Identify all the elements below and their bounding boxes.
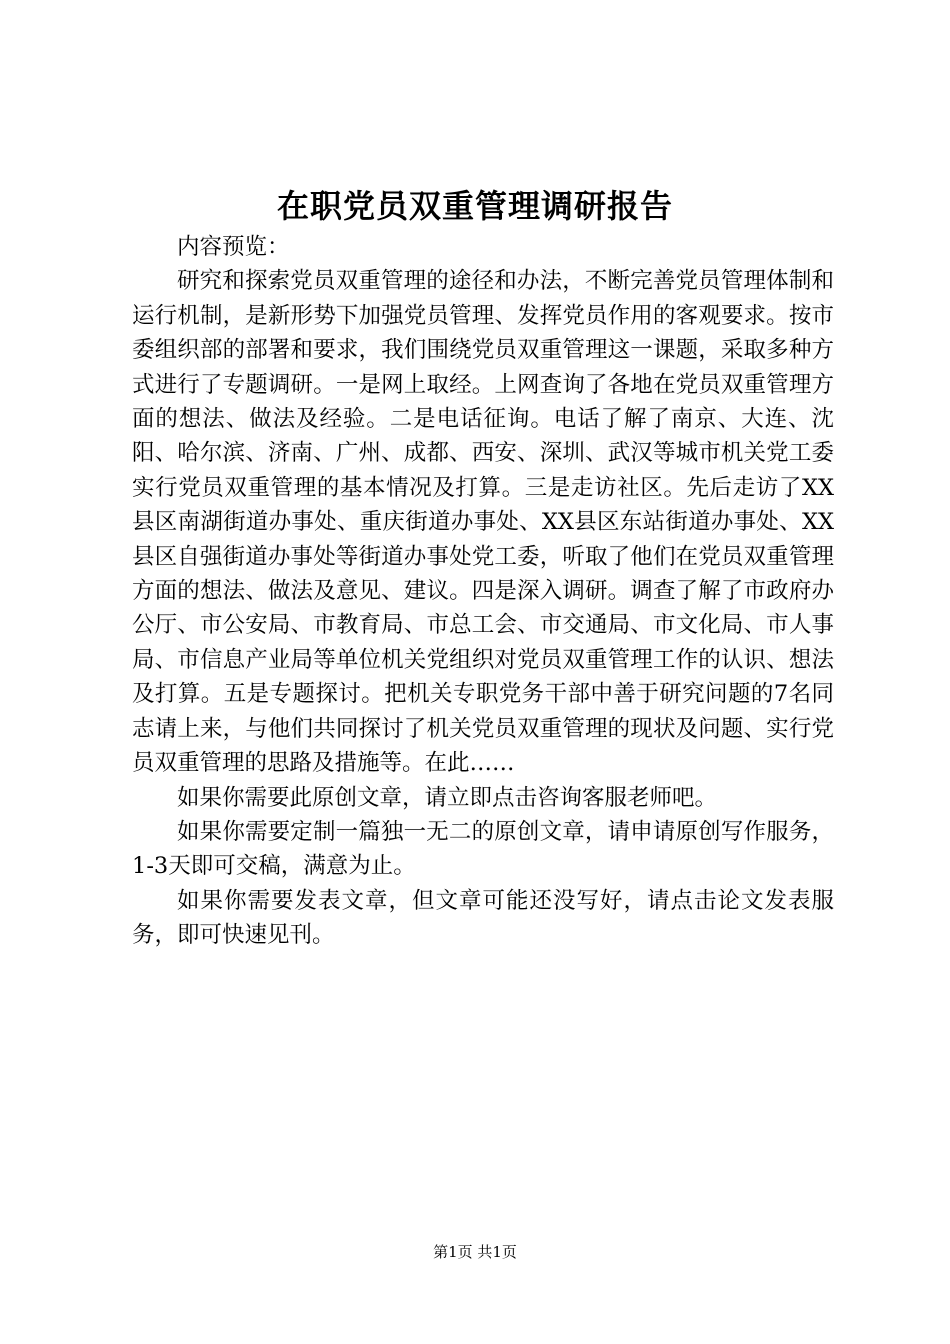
- document-title: 在职党员双重管理调研报告: [276, 187, 673, 225]
- body-paragraph-research: 研究和探索党员双重管理的途径和办法，不断完善党员管理体制和运行机制，是新形势下加强党员管理、发挥党员作用的客观要求。按市委组织部的部署和要求，我们围绕党员双重管理这一课题，采取多种方式进行了专题调研。一是网上取经。上网查询了各地在党员双重管理方面的想法、做法及经验。二是电话征询。电话了解了南京、大连、沈阳、哈尔滨、济南、广州、成都、西安、深圳、武汉等城市机关党工委实行党员双重管理的基本情况及打算。三是走访社区。先后走访了XX县区南湖街道办事处、重庆街道办事处、XX县区东站街道办事处、XX县区自强街道办事处等街道办事处党工委，听取了他们在党员双重管理方面的想法、做法及意见、建议。四是深入调研。调查了解了市政府办公厅、市公安局、市教育局、市总工会、市交通局、市文化局、市人事局、市信息产业局等单位机关党组织对党员双重管理工作的认识、想法及打算。五是专题探讨。把机关专职党务干部中善于研究问题的7名同志请上来，与他们共同探讨了机关党员双重管理的现状及问题、实行党员双重管理的思路及措施等。在此……: [132, 268, 834, 777]
- body-paragraph-consult: 如果你需要此原创文章，请立即点击咨询客服老师吧。: [177, 784, 718, 811]
- body-paragraph-publish: 如果你需要发表文章，但文章可能还没写好，请点击论文发表服务，即可快速见刊。: [132, 887, 834, 949]
- body-paragraph-custom: 如果你需要定制一篇独一无二的原创文章，请申请原创写作服务，1-3天即可交稿，满意为止。: [132, 818, 834, 880]
- page-footer: 第1页 共1页: [433, 1243, 517, 1261]
- preview-label: 内容预览：: [177, 234, 290, 260]
- document-body: [132, 230, 834, 953]
